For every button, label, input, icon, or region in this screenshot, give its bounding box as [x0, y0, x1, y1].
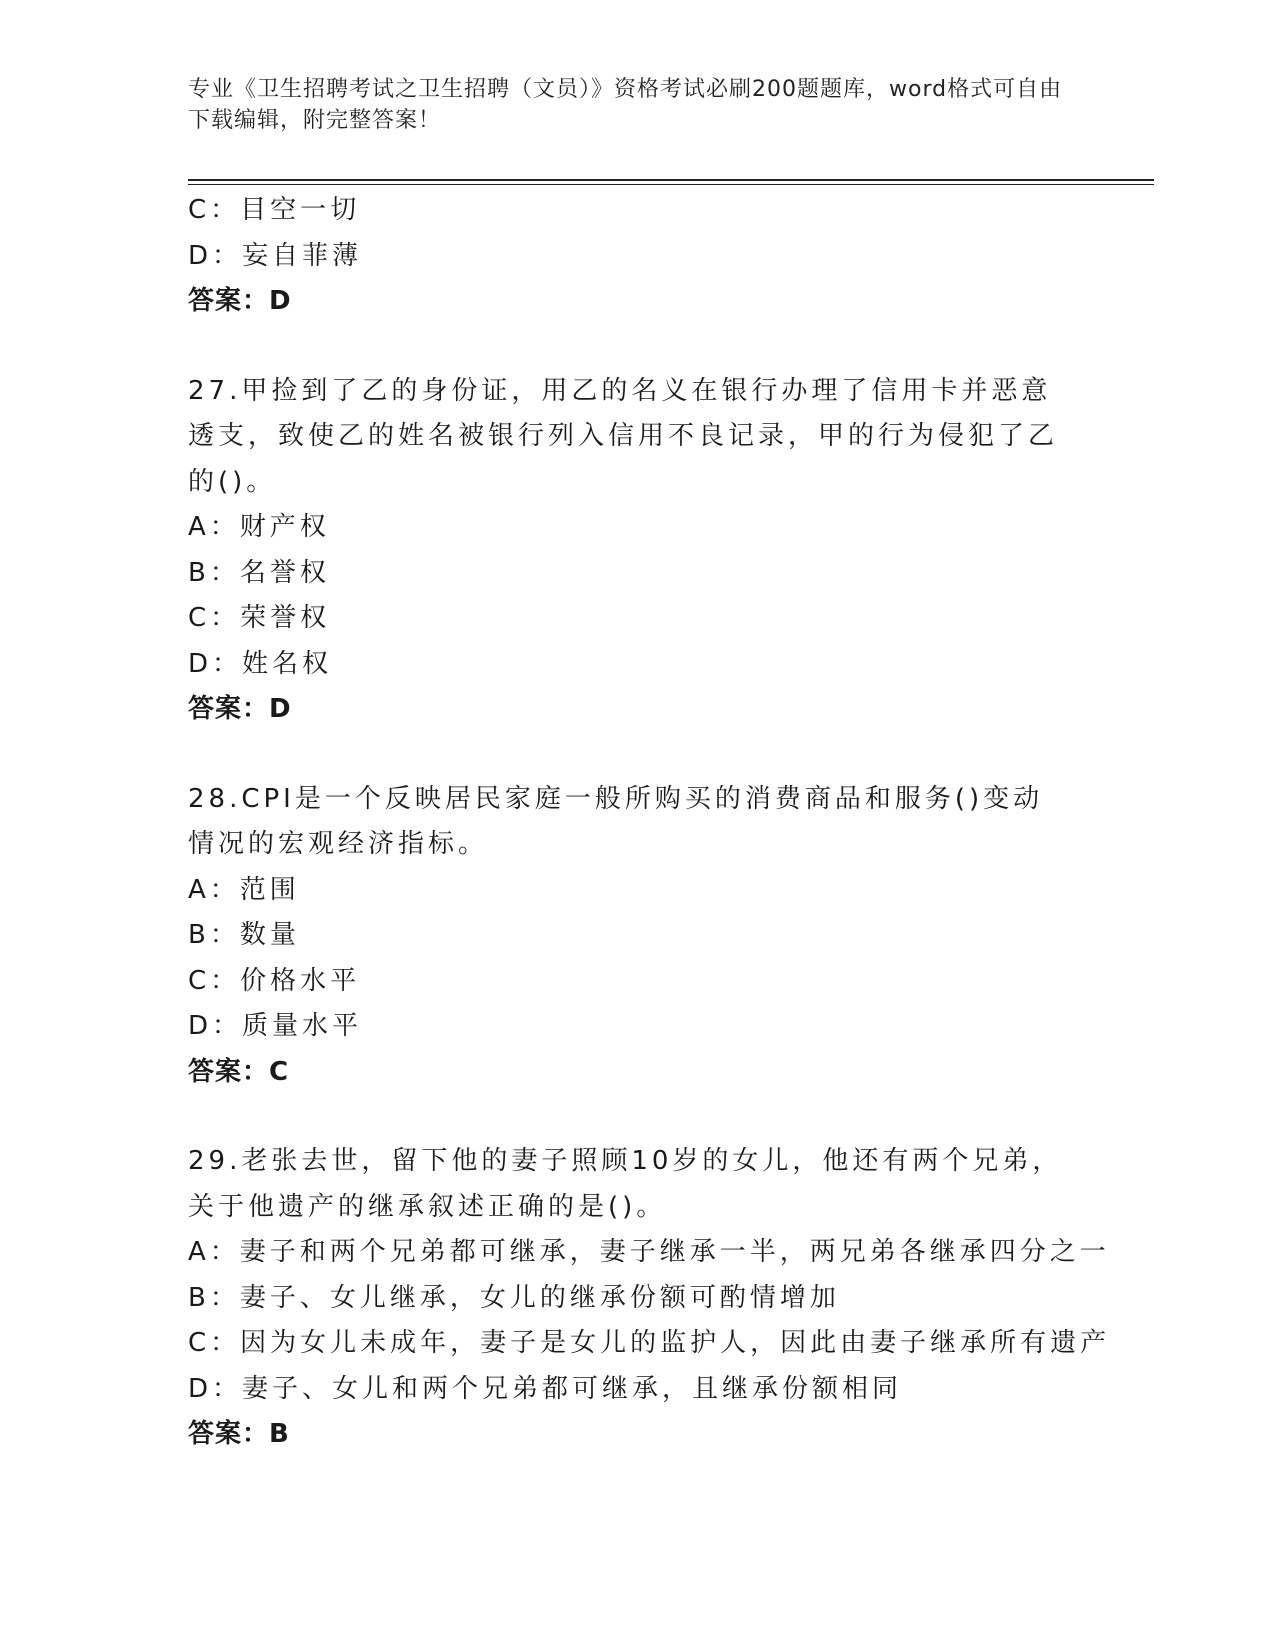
answer-line: 答案：D	[188, 694, 292, 724]
option-a: A：范围	[188, 874, 300, 905]
option-a: A：财产权	[188, 512, 330, 542]
answer-line: 答案：C	[188, 1056, 290, 1087]
option-c: C：因为女儿未成年，妻子是女儿的监护人，因此由妻子继承所有遗产	[188, 1328, 1111, 1358]
prev-question-tail	[188, 188, 1088, 325]
option-d: D：姓名权	[188, 648, 333, 679]
option-b: B：数量	[188, 920, 300, 950]
answer-line: 答案：D	[188, 286, 292, 316]
question-29	[188, 1139, 1111, 1458]
question-27	[188, 369, 1088, 733]
answer-line: 答案：B	[188, 1419, 290, 1449]
page-header: 专业《卫生招聘考试之卫生招聘（文员）》资格考试必刷200题题库，word格式可自由下载编辑，附完整答案！	[188, 77, 1063, 133]
option-c: C：价格水平	[188, 965, 361, 996]
option-a: A：妻子和两个兄弟都可继承，妻子继承一半，两兄弟各继承四分之一	[188, 1237, 1110, 1267]
question-stem: 28.CPI是一个反映居民家庭一般所购买的消费商品和服务()变动情况的宏观经济指标。	[188, 783, 1044, 859]
option-b: B：妻子、女儿继承，女儿的继承份额可酌情增加	[188, 1282, 840, 1313]
header-divider	[188, 179, 1154, 185]
option-d: D：妄自菲薄	[188, 240, 363, 271]
option-d: D：质量水平	[188, 1011, 363, 1041]
question-stem: 29.老张去世，留下他的妻子照顾10岁的女儿，他还有两个兄弟，关于他遗产的继承叙述正确的是()。	[188, 1146, 1063, 1222]
question-stem: 27.甲捡到了乙的身份证，用乙的名义在银行办理了信用卡并恶意透支，致使乙的姓名被银行列入信用不良记录，甲的行为侵犯了乙的()。	[188, 375, 1059, 497]
option-c: C：目空一切	[188, 195, 361, 225]
option-b: B：名誉权	[188, 557, 330, 588]
question-28	[188, 777, 1088, 1096]
document-body	[188, 188, 1111, 1458]
option-c: C：荣誉权	[188, 603, 331, 633]
option-d: D：妻子、女儿和两个兄弟都可继承，且继承份额相同	[188, 1373, 903, 1404]
